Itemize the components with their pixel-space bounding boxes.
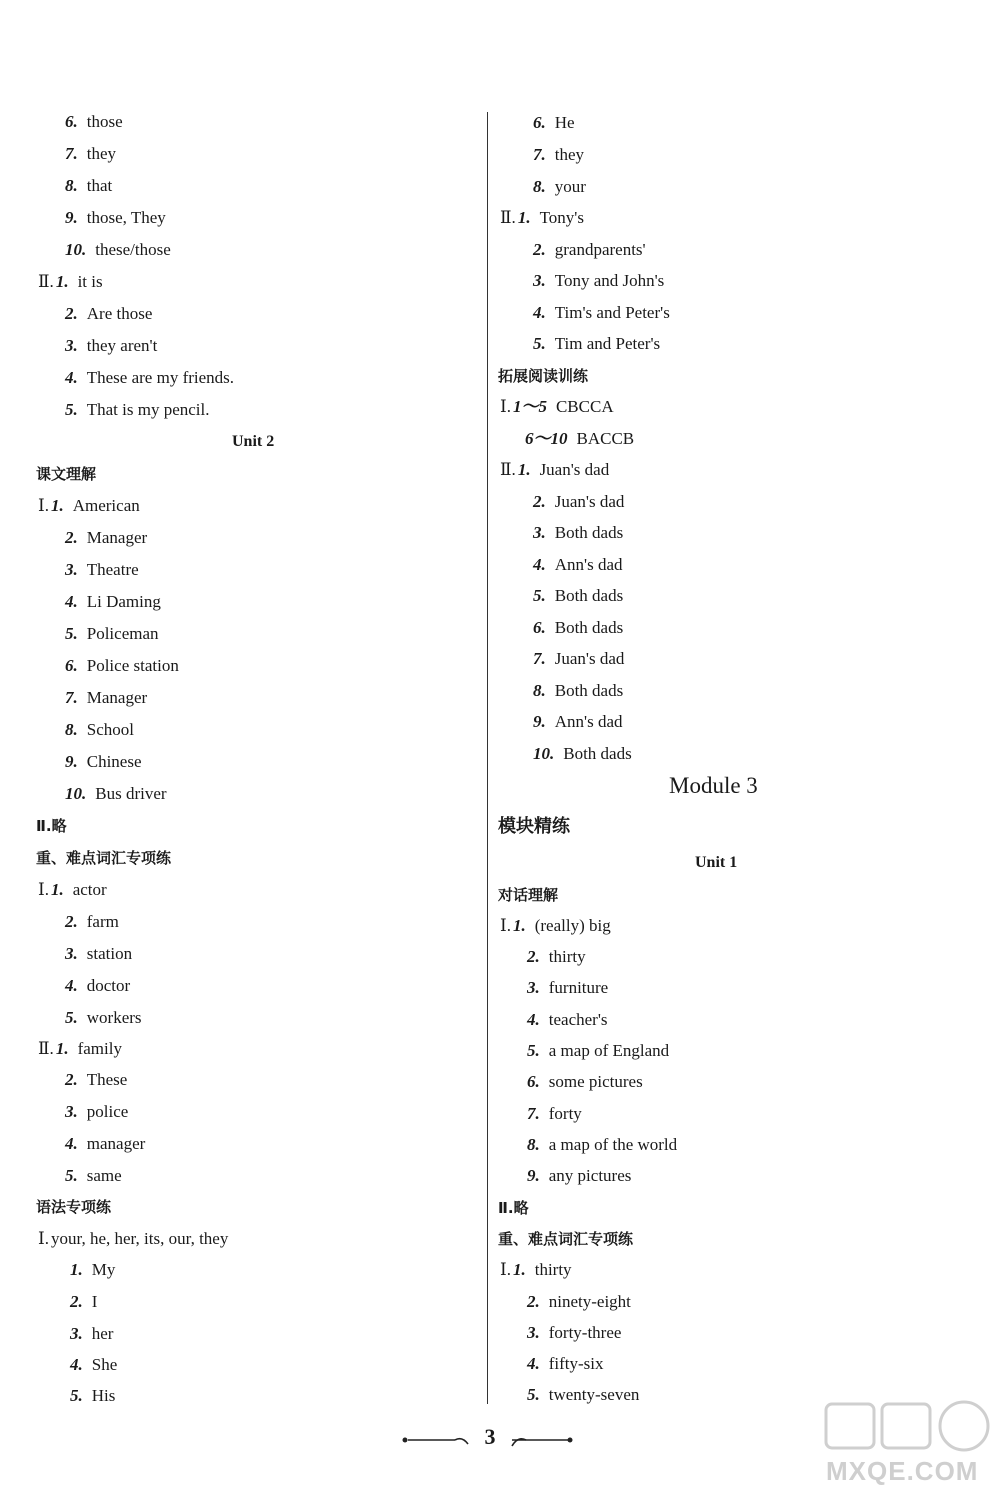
answer-item [525,429,634,449]
item-number: 2. [65,1070,78,1089]
item-number: 6～10 [525,429,568,448]
answer-text: your [554,177,586,196]
item-number: 3. [65,944,78,963]
answer-item [65,528,147,548]
answer-item [65,1102,128,1122]
item-number: 2. [65,528,78,547]
answer-text: teacher's [548,1010,608,1029]
answer-text: Are those [86,304,153,323]
item-number: 2. [533,240,546,259]
answer-item [500,916,611,936]
section-numeral: Ⅰ. [500,916,511,935]
item-number: 3. [70,1324,83,1343]
answer-text: Ann's dad [554,712,623,731]
answer-item [65,1134,145,1154]
section-numeral: Ⅰ. [38,880,49,899]
answer-text: Both dads [563,744,632,763]
section-heading: 重、难点词汇专项练 [498,1230,634,1248]
answer-item [533,744,632,764]
answer-item [533,681,623,701]
item-number: 3. [527,1323,540,1342]
answer-item [527,1010,608,1030]
answer-text: manager [86,1134,146,1153]
answer-item [527,1323,621,1343]
answer-text: Police station [86,656,179,675]
answer-item [527,1166,631,1186]
answer-text: Chinese [86,752,142,771]
item-number: 1. [517,460,531,479]
item-number: 8. [533,681,546,700]
answer-text: Manager [86,528,148,547]
answer-item [527,1385,639,1405]
item-number: 1. [512,1260,526,1279]
answer-text: police [86,1102,129,1121]
answer-text: Theatre [86,560,139,579]
item-number: 3. [527,978,540,997]
answer-item [527,1354,604,1374]
answer-item [533,240,646,260]
answer-text: forty [548,1104,582,1123]
item-number: 3. [533,523,546,542]
item-number: 5. [533,334,546,353]
answer-item [65,304,152,324]
section-numeral: Ⅱ. [38,272,54,291]
section-heading: Ⅱ.略 [498,1199,529,1217]
answer-text: thirty [548,947,586,966]
item-number: 6. [527,1072,540,1091]
answer-item [65,368,234,388]
item-number: 8. [527,1135,540,1154]
answer-item [65,400,210,420]
section-heading: Ⅱ.略 [36,817,67,835]
item-number: 9. [533,712,546,731]
section-numeral: Ⅱ. [38,1039,54,1058]
answer-text: they aren't [86,336,158,355]
answer-item [65,624,159,644]
column-divider [487,112,488,1404]
answer-item [533,271,664,291]
item-number: 6. [65,656,78,675]
item-number: 2. [533,492,546,511]
answer-text: Both dads [554,618,624,637]
answer-item [533,334,660,354]
answer-item [533,113,575,133]
answer-text: family [77,1039,122,1058]
item-number: 10. [533,744,555,763]
answer-text: Juan's dad [554,649,625,668]
answer-text: forty-three [548,1323,622,1342]
answer-item [65,656,179,676]
answer-item [38,880,107,900]
item-number: 1. [70,1260,83,1279]
item-number: 9. [527,1166,540,1185]
answer-item [65,944,132,964]
answer-item [533,712,623,732]
answer-text: thirty [534,1260,572,1279]
item-number: 4. [527,1354,540,1373]
answer-item [527,978,608,998]
item-number: 6. [65,112,78,131]
item-number: 3. [65,560,78,579]
answer-text: She [91,1355,118,1374]
answer-item [70,1324,113,1344]
answer-text: Tim's and Peter's [554,303,670,322]
answer-item [65,592,161,612]
answer-text: grandparents' [554,240,646,259]
item-number: 7. [533,145,546,164]
answer-text: Bus driver [95,784,167,803]
answer-text: it is [77,272,103,291]
answer-text: your, he, her, its, our, they [50,1229,229,1248]
answer-text: a map of England [548,1041,670,1060]
answer-text: that [86,176,113,195]
item-number: 5. [70,1386,83,1405]
answer-item [527,947,586,967]
answer-text: I [91,1292,98,1311]
item-number: 4. [533,303,546,322]
module-title: Module 3 [669,773,758,798]
item-number: 1. [55,272,69,291]
answer-text: Ann's dad [554,555,623,574]
section-numeral: Ⅰ. [500,397,511,416]
module-section-heading: 模块精练 [498,816,570,837]
watermark-site: MXQE.COM [826,1456,979,1486]
item-number: 9. [65,208,78,227]
answer-text: farm [86,912,119,931]
section-heading: 语法专项练 [36,1198,112,1216]
answer-item [65,176,112,196]
answer-text: Juan's dad [554,492,625,511]
answer-item [500,1260,572,1280]
item-number: 5. [527,1385,540,1404]
answer-item [533,145,584,165]
answer-text: any pictures [548,1166,632,1185]
answer-item [533,618,623,638]
answer-item [527,1104,582,1124]
item-number: 3. [65,336,78,355]
item-number: 7. [527,1104,540,1123]
answer-text: (really) big [534,916,611,935]
item-number: 7. [65,688,78,707]
answer-text: they [86,144,117,163]
item-number: 5. [65,400,78,419]
answer-item [533,492,624,512]
item-number: 6. [533,618,546,637]
answer-text: twenty-seven [548,1385,640,1404]
answer-text: Li Daming [86,592,161,611]
item-number: 3. [65,1102,78,1121]
answer-item [70,1386,115,1406]
item-number: 9. [65,752,78,771]
answer-text: Tim and Peter's [554,334,661,353]
answer-text: Both dads [554,523,624,542]
item-number: 1～5 [512,397,547,416]
answer-item [533,523,623,543]
answer-text: School [86,720,134,739]
answer-text: those, They [86,208,166,227]
section-numeral: Ⅱ. [500,460,516,479]
item-number: 4. [65,976,78,995]
section-heading: 重、难点词汇专项练 [36,849,172,867]
answer-item [65,912,119,932]
answer-text: those [86,112,123,131]
answer-item [500,397,614,417]
section-numeral: Ⅱ. [500,208,516,227]
item-number: 1. [50,880,64,899]
section-numeral: Ⅰ. [500,1260,511,1279]
answer-text: actor [72,880,107,899]
answer-item [533,555,623,575]
item-number: 2. [65,304,78,323]
answer-text: some pictures [548,1072,643,1091]
section-heading: 拓展阅读训练 [498,367,589,385]
answer-item [65,1070,127,1090]
answer-item [500,460,609,480]
answer-text: CBCCA [555,397,614,416]
answer-item [65,144,116,164]
answer-item [65,720,134,740]
section-numeral: Ⅰ. [38,496,49,515]
item-number: 3. [533,271,546,290]
answer-item [38,1229,228,1249]
answer-text: these/those [95,240,171,259]
answer-text: doctor [86,976,131,995]
answer-text: That is my pencil. [86,400,210,419]
answer-item [65,240,171,260]
answer-text: a map of the world [548,1135,678,1154]
answer-text: furniture [548,978,609,997]
answer-item [533,303,670,323]
item-number: 2. [70,1292,83,1311]
answer-item [70,1355,117,1375]
item-number: 1. [50,496,64,515]
answer-item [70,1292,97,1312]
answer-item [500,208,584,228]
answer-item [533,586,623,606]
item-number: 4. [65,368,78,387]
answer-text: My [91,1260,116,1279]
answer-item [65,112,123,132]
answer-text: These [86,1070,128,1089]
answer-text: He [554,113,575,132]
unit-heading: Unit 1 [695,854,738,871]
answer-text: BACCB [576,429,635,448]
answer-text: Both dads [554,586,624,605]
item-number: 8. [533,177,546,196]
section-heading: 课文理解 [36,465,97,483]
item-number: 1. [517,208,531,227]
answer-item [38,496,140,516]
item-number: 1. [512,916,526,935]
item-number: 2. [65,912,78,931]
item-number: 2. [527,1292,540,1311]
item-number: 4. [527,1010,540,1029]
answer-text: Juan's dad [539,460,610,479]
answer-text: station [86,944,133,963]
section-heading: 对话理解 [498,886,559,904]
section-numeral: Ⅰ. [38,1229,49,1248]
answer-text: His [91,1386,116,1405]
answer-text: Both dads [554,681,624,700]
answer-text: same [86,1166,122,1185]
answer-item [65,1008,142,1028]
item-number: 6. [533,113,546,132]
answer-item [65,784,167,804]
answer-text: workers [86,1008,142,1027]
item-number: 4. [65,592,78,611]
watermark-logo [818,1400,998,1490]
answer-text: ninety-eight [548,1292,631,1311]
answer-item [65,752,142,772]
item-number: 5. [527,1041,540,1060]
answer-text: Tony's [539,208,584,227]
item-number: 4. [70,1355,83,1374]
answer-item [533,177,586,197]
answer-item [527,1135,677,1155]
item-number: 7. [533,649,546,668]
answer-text: fifty-six [548,1354,604,1373]
item-number: 8. [65,720,78,739]
item-number: 5. [65,624,78,643]
answer-item [527,1292,631,1312]
answer-item [65,976,130,996]
item-number: 4. [65,1134,78,1153]
answer-item [533,649,624,669]
answer-item [38,272,103,292]
answer-item [527,1041,669,1061]
answer-text: her [91,1324,114,1343]
answer-item [527,1072,643,1092]
item-number: 7. [65,144,78,163]
answer-item [70,1260,115,1280]
item-number: 5. [533,586,546,605]
answer-text: These are my friends. [86,368,235,387]
answer-item [65,560,139,580]
unit-heading: Unit 2 [232,433,275,450]
answer-text: Manager [86,688,148,707]
answer-text: they [554,145,585,164]
item-number: 1. [55,1039,69,1058]
item-number: 5. [65,1166,78,1185]
item-number: 2. [527,947,540,966]
item-number: 4. [533,555,546,574]
answer-item [65,1166,122,1186]
answer-text: American [72,496,140,515]
answer-text: Policeman [86,624,159,643]
item-number: 10. [65,240,87,259]
item-number: 10. [65,784,87,803]
item-number: 8. [65,176,78,195]
answer-item [65,688,147,708]
item-number: 5. [65,1008,78,1027]
answer-text: Tony and John's [554,271,665,290]
answer-item [65,336,157,356]
answer-item [38,1039,122,1059]
answer-item [65,208,166,228]
page-number: 3 [484,1424,496,1449]
